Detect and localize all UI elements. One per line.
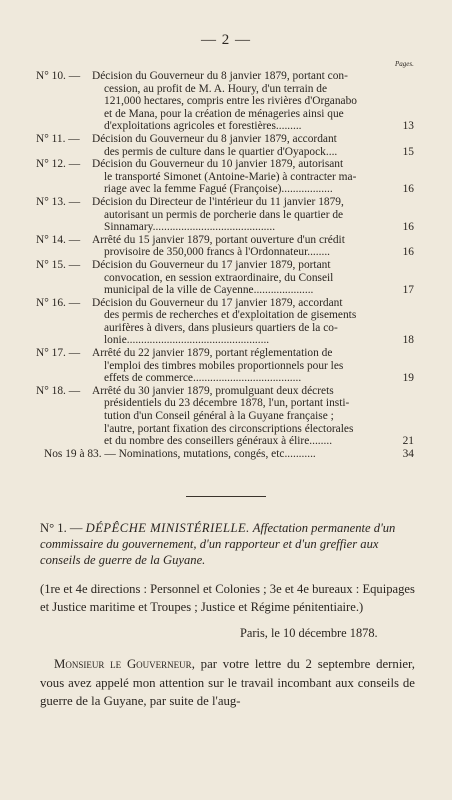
toc-entry-line: Arrêté du 15 janvier 1879, portant ouverture d'un crédit [92, 233, 345, 246]
page-number: — 2 — [201, 32, 251, 48]
toc-entry-line: d'exploitations agricoles et forestières......... [104, 120, 302, 133]
toc-entry-number: N° 16. — [36, 296, 81, 309]
toc-entry-page: 17 [402, 284, 414, 297]
toc-entry-number: N° 17. — [36, 347, 81, 360]
toc-entry-number: N° 11. — [36, 132, 80, 145]
heading-number: N° 1. — [40, 521, 83, 535]
toc-entry [0, 259, 452, 297]
heading-title: DÉPÊCHE MINISTÉRIELLE. [85, 521, 250, 535]
section-divider [186, 496, 266, 497]
letter-body [40, 655, 415, 711]
toc-entry-page: 34 [402, 447, 414, 460]
body-text: , par votre lettre du 2 septembre dernier, vous avez appelé mon attention sur le travail incombant aux conseils de guerre de la Guyane, par suite de l'aug- [40, 657, 416, 708]
toc-entry-number: N° 13. — [36, 195, 81, 208]
toc-entry-line: Arrêté du 22 janvier 1879, portant réglementation de [92, 347, 333, 360]
toc-entry-line: Nos 19 à 83. — Nominations, mutations, congés, etc........... [44, 447, 316, 460]
toc-entry-line: des permis de culture dans le quartier d'Oyapock.... [104, 145, 338, 158]
toc-entry-page: 21 [402, 435, 414, 448]
toc-entry [0, 196, 452, 234]
toc-entry-line: autorisant un permis de porcherie dans le quartier de [104, 208, 344, 221]
toc-entry-line: des permis de recherches et d'exploitation de gisements [104, 309, 357, 322]
toc-entry-line: et de Mana, pour la création de ménageries ainsi que [104, 107, 344, 120]
toc-entry [0, 347, 452, 385]
toc-entry-line: cession, au profit de M. A. Houry, d'un terrain de [104, 82, 328, 95]
toc-entry-number: N° 10. — [36, 70, 81, 82]
toc-entry-line: Arrêté du 30 janvier 1879, promulguant deux décrets [92, 384, 334, 397]
toc-entry [0, 70, 452, 133]
toc-entry-line: riage avec la femme Fagué (Françoise).................. [104, 183, 333, 196]
toc-entry-line: l'emploi des timbres mobiles proportionnels pour les [104, 359, 344, 372]
pages-column-label: Pages. [395, 60, 414, 68]
toc-entry [0, 385, 452, 448]
heading-subject: Affectation permanente d'un commissaire du gouvernement, d'un rapporteur et d'un greffier aux conseils de guerre de la Guyane. [40, 521, 396, 567]
toc-entry-number: N° 18. — [36, 384, 81, 397]
toc-entry [0, 158, 452, 196]
toc-entry-last [0, 448, 452, 461]
toc-entry-page: 16 [402, 221, 414, 234]
toc-entry-page: 16 [402, 246, 414, 259]
toc-entry-line: le transporté Simonet (Antoine-Marie) à contracter ma- [104, 170, 357, 183]
toc-entry-page: 13 [402, 120, 414, 133]
toc-entry-line: l'autre, portant fixation des circonscriptions électorales [104, 422, 354, 435]
toc-entry-line: municipal de la ville de Cayenne..................... [104, 284, 314, 297]
toc-entry-line: convocation, en session extraordinaire, du Conseil [104, 271, 334, 284]
toc-entry-number: N° 14. — [36, 233, 81, 246]
toc-entry [0, 297, 452, 347]
toc-entry-line: Décision du Gouverneur du 17 janvier 1879, accordant [92, 296, 343, 309]
salutation: Monsieur le Gouverneur [54, 657, 192, 671]
toc-entry-page: 15 [402, 145, 414, 158]
toc-entry-line: et du nombre des conseillers généraux à élire........ [104, 435, 333, 448]
table-of-contents [0, 70, 452, 460]
toc-entry-line: lonie.................................................. [104, 334, 270, 347]
toc-entry-line: 121,000 hectares, compris entre les rivières d'Organabo [104, 95, 357, 108]
toc-entry-line: Décision du Gouverneur du 10 janvier 1879, autorisant [92, 158, 344, 171]
toc-entry-page: 18 [402, 334, 414, 347]
directions-note: (1re et 4e directions : Personnel et Colonies ; 3e et 4e bureaux : Equipages et Justice maritime et Troupes ; Justice et Régime pénitentiaire.) [40, 582, 415, 614]
toc-entry-line: Décision du Gouverneur du 8 janvier 1879, portant con- [92, 70, 348, 82]
toc-entry-page: 19 [402, 372, 414, 385]
toc-entry-line: Décision du Directeur de l'intérieur du 11 janvier 1879, [92, 195, 344, 208]
toc-entry-line: Décision du Gouverneur du 8 janvier 1879, accordant [92, 132, 337, 145]
toc-entry [0, 234, 452, 259]
dateline: Paris, le 10 décembre 1878. [240, 626, 378, 640]
toc-entry-line: effets de commerce...................................... [104, 372, 302, 385]
toc-entry-number: N° 15. — [36, 258, 81, 271]
toc-entry-number: N° 12. — [36, 158, 81, 171]
section-heading [40, 520, 420, 568]
toc-entry-line: Sinnamary........................................... [104, 221, 276, 234]
toc-entry-line: présidentiels du 23 décembre 1878, l'un, portant insti- [104, 397, 350, 410]
toc-entry [0, 133, 452, 158]
toc-entry-line: Décision du Gouverneur du 17 janvier 1879, portant [92, 258, 331, 271]
toc-entry-line: tution d'un Conseil général à la Guyane française ; [104, 410, 334, 423]
toc-entry-line: provisoire de 350,000 francs à l'Ordonnateur........ [104, 246, 331, 259]
toc-entry-line: aurifères à divers, dans plusieurs quartiers de la co- [104, 321, 338, 334]
toc-entry-page: 16 [402, 183, 414, 196]
